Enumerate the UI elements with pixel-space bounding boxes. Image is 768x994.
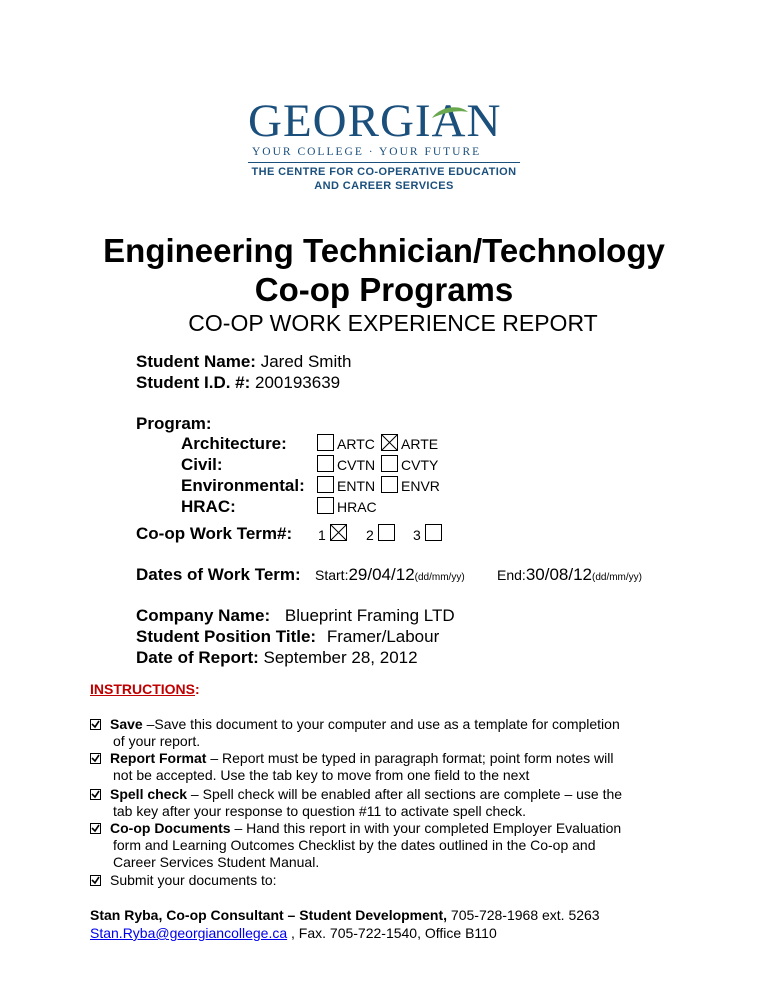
work-term-3-checkbox[interactable] (425, 524, 442, 541)
title-line1: Engineering Technician/Technology (103, 232, 665, 269)
instruction-text: – Hand this report in with your completed Employer Evaluation (230, 820, 622, 836)
artc-label: ARTC (337, 436, 375, 452)
position-label: Student Position Title: (136, 627, 317, 646)
start-format-hint: (dd/mm/yy) (414, 572, 465, 583)
instruction-continuation: tab key after your response to question #11 to activate spell check. (113, 803, 526, 819)
arte-label: ARTE (401, 436, 439, 452)
work-term-2-label: 2 (366, 527, 374, 543)
contact-phone: 705-728-1968 ext. 5263 (447, 907, 600, 923)
position-row (136, 627, 439, 647)
instruction-continuation: form and Learning Outcomes Checklist by the dates outlined in the Co-op and (113, 837, 596, 853)
instruction-item-submit (90, 872, 670, 889)
logo-tagline: YOUR COLLEGE · YOUR FUTURE (252, 146, 482, 158)
contact-name: Stan Ryba, Co-op Consultant – Student Development, (90, 907, 448, 923)
checkmark-box-icon (90, 753, 101, 764)
instruction-item-coop-documents (90, 820, 670, 871)
company-name-row (136, 606, 455, 626)
cvtn-label: CVTN (337, 457, 376, 473)
instruction-bold: Co-op Documents (110, 820, 231, 836)
end-label: End: (497, 567, 526, 583)
program-environmental-label: Environmental: (181, 476, 305, 495)
hrac-checkbox[interactable] (317, 497, 334, 514)
hrac-option-label: HRAC (337, 499, 377, 515)
student-name-row (136, 352, 351, 372)
instruction-continuation: of your report. (113, 733, 201, 749)
envr-label: ENVR (401, 478, 440, 494)
instruction-continuation-2: Career Services Student Manual. (113, 854, 320, 870)
position-field[interactable]: Framer/Labour (326, 627, 440, 646)
instruction-bold: Spell check (110, 786, 188, 802)
start-date-field[interactable]: 29/04/12 (348, 565, 415, 584)
company-name-label: Company Name: (136, 606, 271, 625)
arte-checkbox[interactable] (381, 434, 398, 451)
instruction-continuation: not be accepted. Use the tab key to move from one field to the next (113, 767, 530, 783)
logo-divider (248, 162, 520, 163)
contact-fax-office: , Fax. 705-722-1540, Office B110 (287, 925, 497, 941)
end-date-field[interactable]: 30/08/12 (525, 565, 592, 584)
instruction-item-save (90, 716, 670, 750)
cvty-label: CVTY (401, 457, 439, 473)
entn-label: ENTN (337, 478, 376, 494)
artc-checkbox[interactable] (317, 434, 334, 451)
end-date-row (497, 565, 642, 585)
checkmark-box-icon (90, 719, 101, 730)
program-architecture-label: Architecture: (181, 434, 287, 453)
student-name-label: Student Name: (136, 352, 256, 371)
checkmark-box-icon (90, 789, 101, 800)
start-date-row (315, 565, 465, 585)
envr-checkbox[interactable] (381, 476, 398, 493)
work-term-label: Co-op Work Term#: (136, 524, 293, 543)
work-term-3-label: 3 (413, 527, 421, 543)
dates-label: Dates of Work Term: (136, 565, 301, 584)
instruction-text: –Save this document to your computer and use as a template for completion (142, 716, 620, 732)
title-line2: Co-op Programs (254, 271, 514, 308)
logo-centre-line2: AND CAREER SERVICES (314, 180, 454, 192)
instruction-bold: Save (110, 716, 143, 732)
instructions-heading-text: INSTRUCTIONS (90, 681, 195, 697)
student-id-row (136, 373, 340, 393)
contact-line1 (90, 906, 600, 924)
leaf-icon (430, 104, 470, 120)
instruction-text: – Spell check will be enabled after all sections are complete – use the (187, 786, 623, 802)
instructions-heading (90, 681, 200, 697)
student-id-field[interactable]: 200193639 (255, 373, 341, 392)
report-subtitle: CO-OP WORK EXPERIENCE REPORT (188, 310, 598, 336)
logo-centre-line1: THE CENTRE FOR CO-OPERATIVE EDUCATION (251, 166, 517, 178)
checkbox-x-icon (331, 525, 346, 540)
cvtn-checkbox[interactable] (317, 455, 334, 472)
instructions-colon: : (195, 681, 200, 697)
program-label: Program: (136, 414, 212, 433)
checkbox-x-icon (382, 435, 397, 450)
instruction-item-report-format (90, 750, 670, 784)
company-name-field[interactable]: Blueprint Framing LTD (284, 606, 455, 625)
program-hrac-label: HRAC: (181, 497, 236, 516)
report-date-label: Date of Report: (136, 648, 259, 667)
instruction-text: – Report must be typed in paragraph format; point form notes will (206, 750, 614, 766)
program-civil-label: Civil: (181, 455, 223, 474)
end-format-hint: (dd/mm/yy) (592, 572, 642, 583)
checkmark-box-icon (90, 823, 101, 834)
student-name-field[interactable]: Jared Smith (260, 352, 352, 371)
entn-checkbox[interactable] (317, 476, 334, 493)
contact-line2 (90, 924, 497, 942)
report-date-field[interactable]: September 28, 2012 (263, 648, 418, 667)
report-date-row (136, 648, 418, 668)
checkmark-box-icon (90, 875, 101, 886)
student-id-label: Student I.D. #: (136, 373, 251, 392)
instruction-bold: Report Format (110, 750, 207, 766)
work-term-1-label: 1 (318, 527, 326, 543)
contact-email-link[interactable]: Stan.Ryba@georgiancollege.ca (90, 925, 288, 941)
instruction-item-spell-check (90, 786, 670, 820)
work-term-1-checkbox[interactable] (330, 524, 347, 541)
start-label: Start: (315, 567, 349, 583)
work-term-2-checkbox[interactable] (378, 524, 395, 541)
cvty-checkbox[interactable] (381, 455, 398, 472)
georgian-logo-wordmark: GEORGIAN (248, 95, 502, 147)
instruction-text: Submit your documents to: (110, 872, 277, 888)
